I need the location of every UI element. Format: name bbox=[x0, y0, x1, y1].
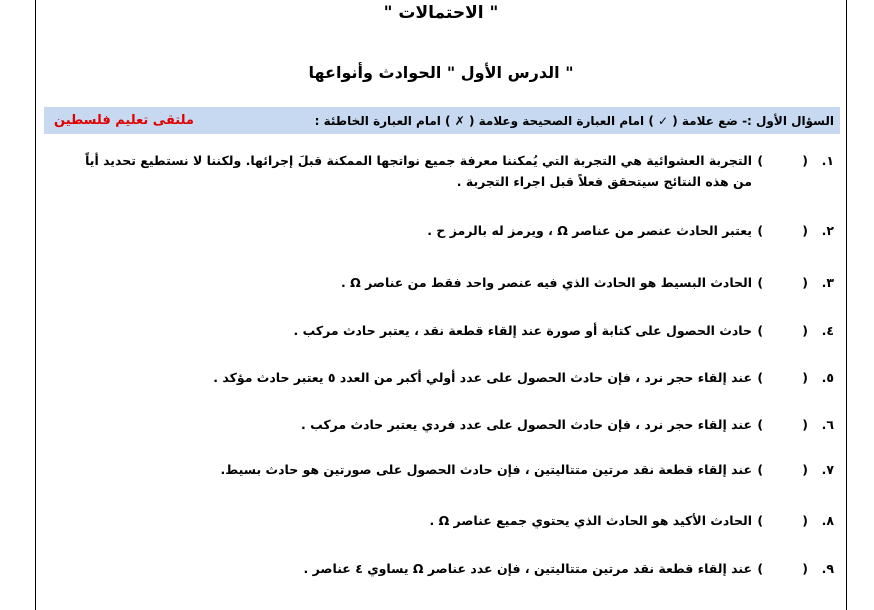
statement-text: عند إلقاء قطعة نقد مرتين متتاليتين ، فإن عدد عناصر Ω يساوي ٤ عناصر . bbox=[303, 561, 752, 576]
statement-text: عند إلقاء قطعة نقد مرتين متتاليتين ، فإن حادث الحصول على صورتين هو حادث بسيط. bbox=[220, 462, 752, 477]
item-number: ٨. bbox=[821, 513, 834, 528]
item-number: ٣. bbox=[821, 275, 834, 290]
statement-text: الحادث الأكيد هو الحادث الذي يحتوي جميع عناصر Ω . bbox=[429, 513, 752, 528]
item-number: ٩. bbox=[821, 561, 834, 576]
brand-label: ملتقى تعليم فلسطين bbox=[54, 113, 194, 128]
item-number: ٥. bbox=[821, 370, 834, 385]
statement-text: التجربة العشوائية هي التجربة التي يُمكننا معرفة جميع نواتجها الممكنة قبلَ إجرائها. ولكننا لا نستطيع تحديد أياً من هذه النتائج سيتحقق فعلاً قبل اجراء التجربة . bbox=[85, 153, 752, 189]
list-item bbox=[64, 459, 834, 480]
list-item bbox=[64, 558, 834, 579]
item-number: ٧. bbox=[821, 462, 834, 477]
item-number: ١. bbox=[821, 153, 834, 168]
question-instruction: السؤال الأول :- ضع علامة ( ✓ ) امام العبارة الصحيحة وعلامة ( ✗ ) امام العبارة الخاطئة : bbox=[314, 113, 834, 128]
list-item bbox=[64, 367, 834, 388]
answer-bracket[interactable]: ( ) bbox=[757, 153, 808, 168]
unit-title: " الاحتمالات " bbox=[383, 3, 499, 23]
list-item bbox=[64, 320, 834, 341]
list-item bbox=[64, 414, 834, 435]
item-number: ٦. bbox=[821, 417, 834, 432]
statement-text: حادث الحصول على كتابة أو صورة عند إلقاء قطعة نقد ، يعتبر حادث مركب . bbox=[293, 323, 752, 338]
statement-text: يعتبر الحادث عنصر من عناصر Ω ، ويرمز له بالرمز ح . bbox=[427, 223, 752, 238]
list-item bbox=[64, 510, 834, 531]
item-number: ٤. bbox=[821, 323, 834, 338]
question-header bbox=[44, 107, 840, 134]
list-item bbox=[64, 220, 834, 241]
lesson-title: الدرس الأول " الحوادث وأنواعها " bbox=[308, 63, 574, 82]
answer-bracket[interactable]: ( ) bbox=[757, 513, 808, 528]
answer-bracket[interactable]: ( ) bbox=[757, 561, 808, 576]
worksheet-page bbox=[35, 0, 847, 610]
answer-bracket[interactable]: ( ) bbox=[757, 462, 808, 477]
statement-text: عند إلقاء حجر نرد ، فإن حادث الحصول على عدد فردي يعتبر حادث مركب . bbox=[301, 417, 752, 432]
answer-bracket[interactable]: ( ) bbox=[757, 223, 808, 238]
statement-text: عند إلقاء حجر نرد ، فإن حادث الحصول على عدد أولي أكبر من العدد ٥ يعتبر حادث مؤكد . bbox=[213, 370, 752, 385]
statement-text: الحادث البسيط هو الحادث الذي فيه عنصر واحد فقط من عناصر Ω . bbox=[340, 275, 752, 290]
item-number: ٢. bbox=[821, 223, 834, 238]
answer-bracket[interactable]: ( ) bbox=[757, 275, 808, 290]
answer-bracket[interactable]: ( ) bbox=[757, 417, 808, 432]
list-item bbox=[64, 150, 834, 192]
list-item bbox=[64, 272, 834, 293]
answer-bracket[interactable]: ( ) bbox=[757, 370, 808, 385]
answer-bracket[interactable]: ( ) bbox=[757, 323, 808, 338]
